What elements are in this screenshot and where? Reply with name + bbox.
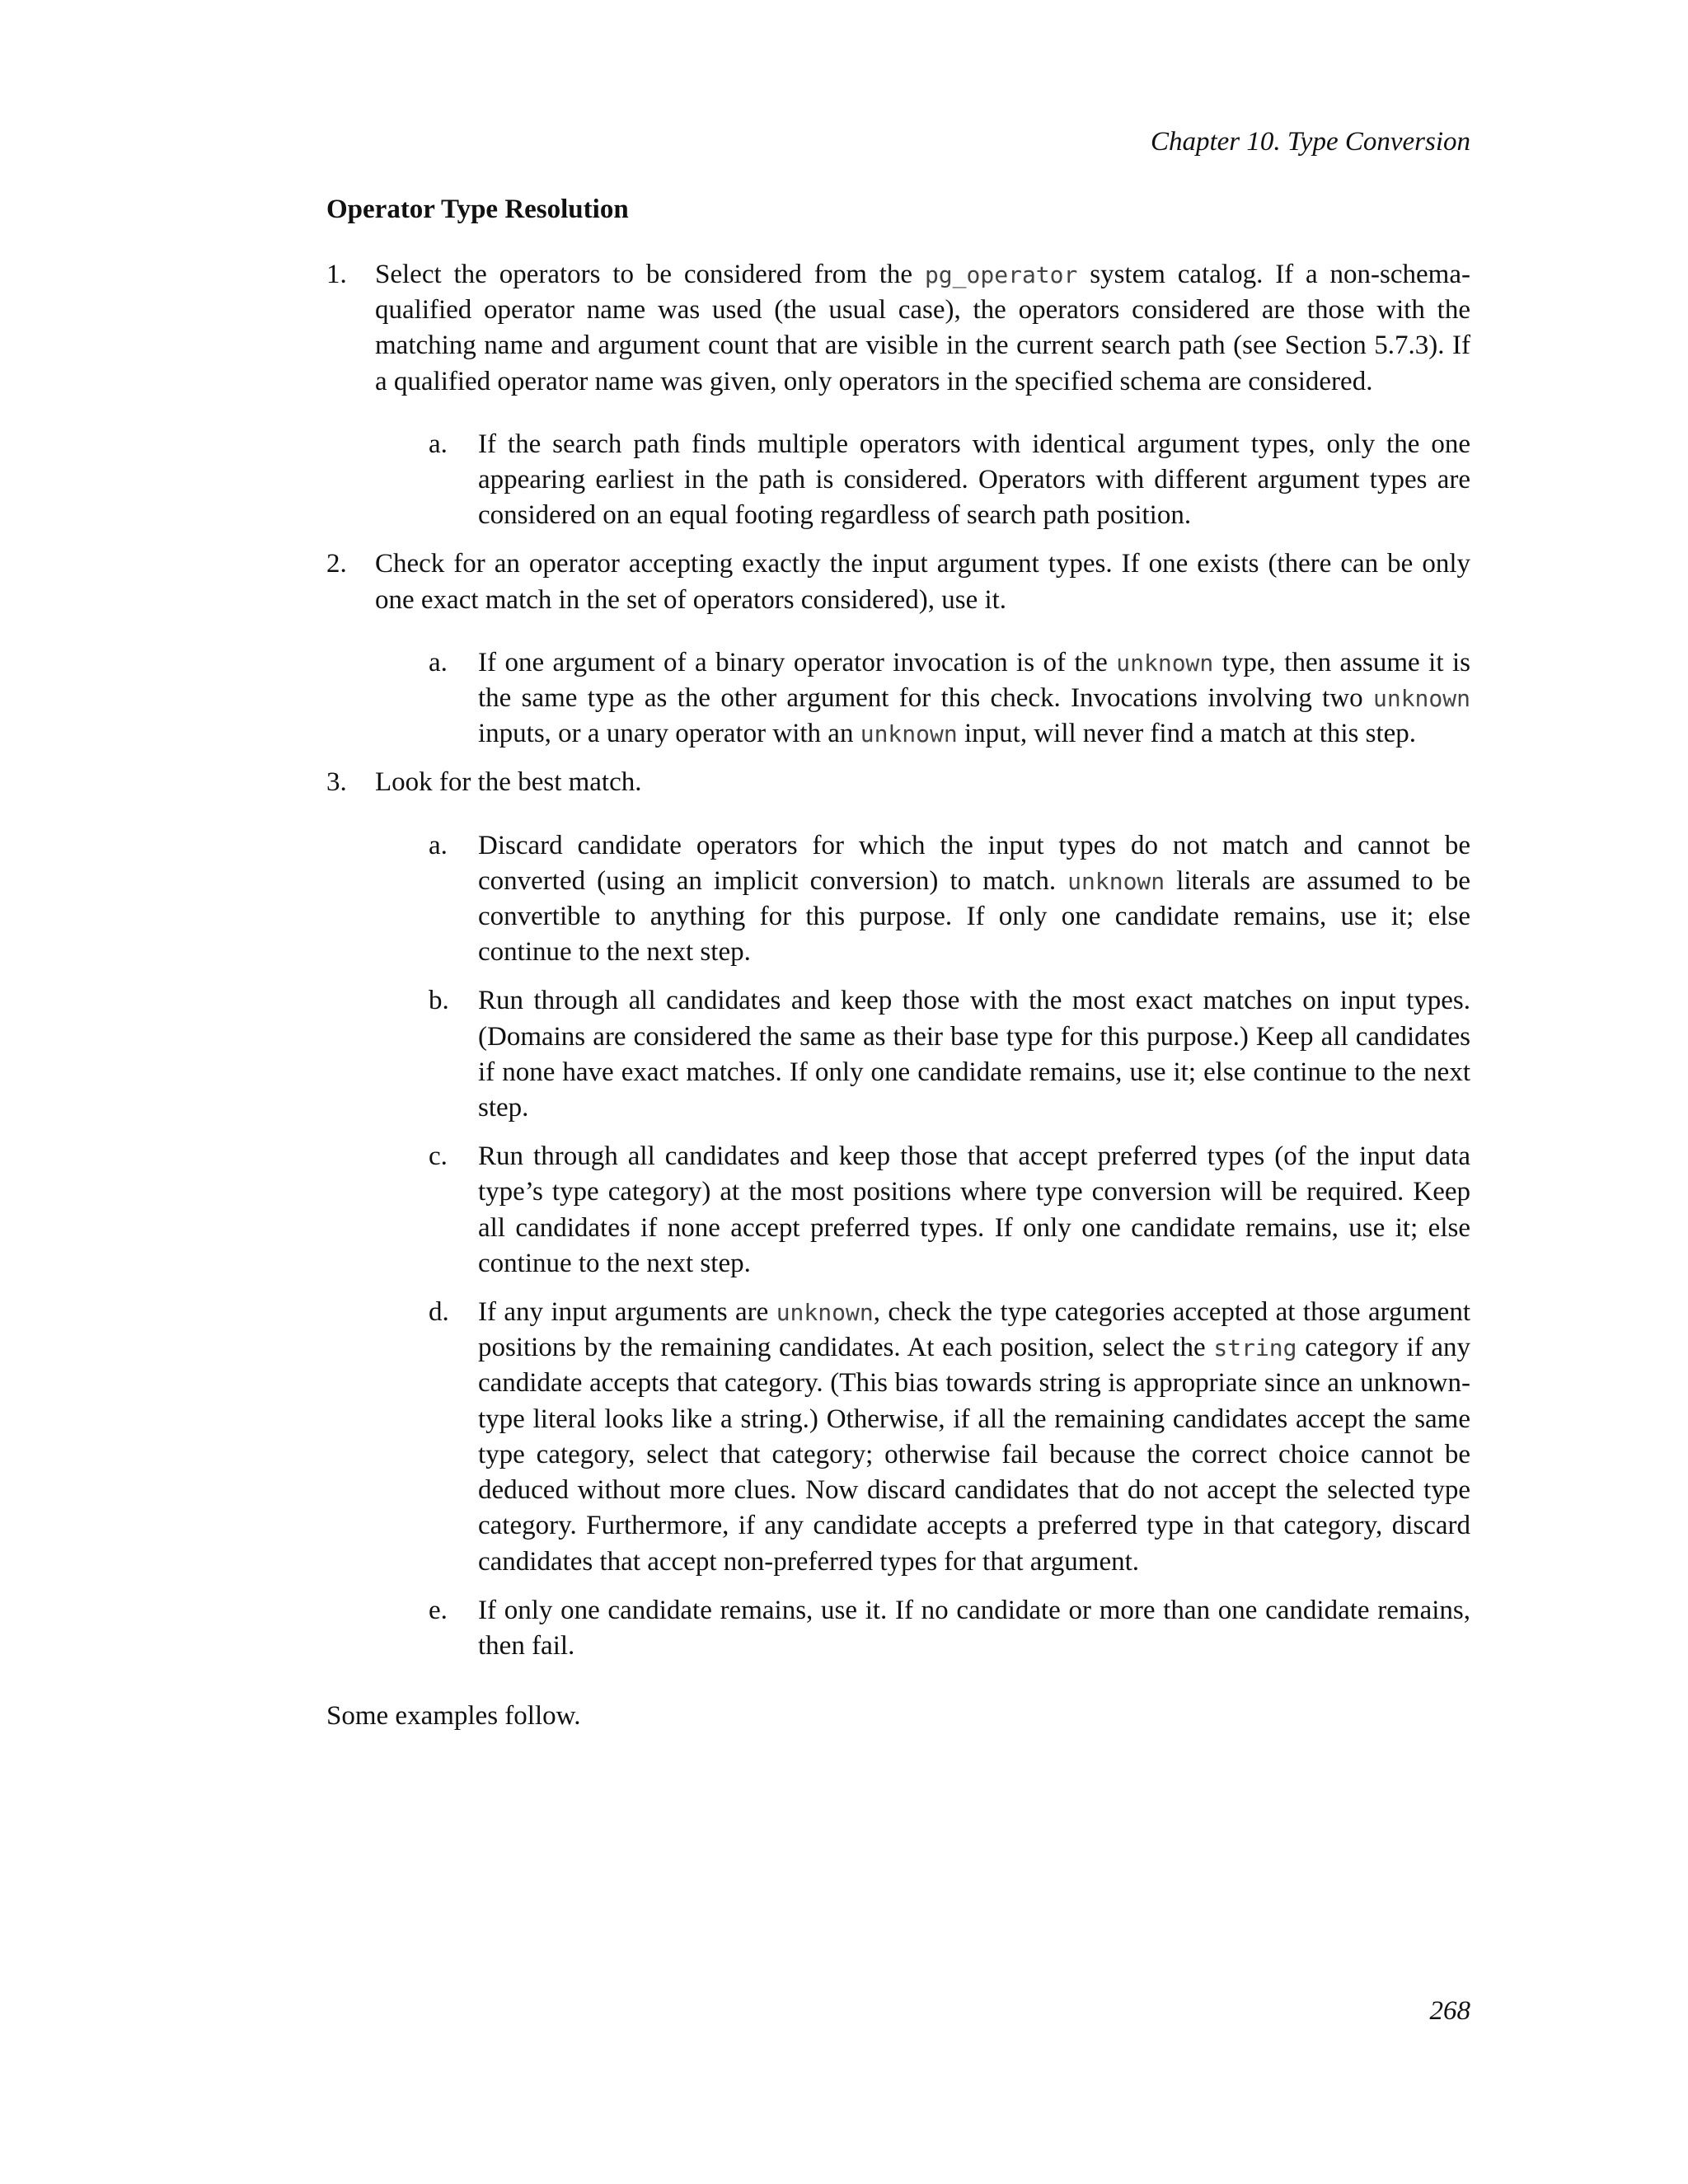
substep-letter: a. bbox=[429, 830, 448, 860]
substep-3a bbox=[429, 828, 1470, 971]
substep-1a bbox=[429, 427, 1470, 534]
step-text: Look for the best match. bbox=[375, 767, 642, 798]
type-name: unknown bbox=[1372, 685, 1470, 713]
substep-text: Run through all candidates and keep those with the most exact matches on input types. (Domains are considered the same as their base type for this purpose.) Keep all candidates if none have exact matches. If only one candidate remains, use it; else continue to the next step. bbox=[478, 986, 1470, 1123]
substep-letter: e. bbox=[429, 1595, 448, 1625]
step-1 bbox=[326, 257, 1470, 533]
substep-3e bbox=[429, 1593, 1470, 1664]
substep-2a bbox=[429, 645, 1470, 752]
step-3 bbox=[326, 765, 1470, 1664]
substep-text: If only one candidate remains, use it. If no candidate or more than one candidate remains, then fail. bbox=[478, 1595, 1470, 1661]
type-name: unknown bbox=[1116, 649, 1214, 677]
section-title: Operator Type Resolution bbox=[326, 194, 629, 224]
substep-letter: d. bbox=[429, 1297, 449, 1328]
substep-list bbox=[375, 427, 1470, 534]
category-name: string bbox=[1213, 1334, 1297, 1362]
procedure-list bbox=[326, 257, 1470, 1734]
substep-letter: c. bbox=[429, 1141, 448, 1172]
step-2 bbox=[326, 546, 1470, 752]
substep-text: If any input arguments are unknown, check the type categories accepted at those argument positions by the remaining candidates. At each position, select the string category if any candidate accepts that category. (This bias towards string is appropriate since an unknown-type literal looks like a string.) Otherwise, if all the remaining candidates accept the same type category, select that category; otherwise fail because the correct choice cannot be deduced without more clues. Now discard candidates that do not accept the selected type category. Furthermore, if any candidate accepts a preferred type in that category, discard candidates that accept non-preferred types for that argument. bbox=[478, 1297, 1471, 1577]
substep-3b bbox=[429, 983, 1470, 1126]
closing-text: Some examples follow. bbox=[326, 1701, 581, 1732]
substep-3c bbox=[429, 1139, 1470, 1282]
substep-text: Run through all candidates and keep those that accept preferred types (of the input data type’s type category) at the most positions where type conversion will be required. Keep all candidates if none accept preferred types. If only one candidate remains, use it; else continue to the next step. bbox=[478, 1141, 1470, 1278]
substep-letter: a. bbox=[429, 647, 448, 677]
step-text: Check for an operator accepting exactly the input argument types. If one exists (there can be only one exact match in the set of operators considered), use it. bbox=[375, 549, 1470, 615]
step-number: 2. bbox=[326, 549, 347, 579]
substep-list bbox=[375, 645, 1470, 752]
catalog-name: pg_operator bbox=[924, 261, 1078, 288]
step-number: 3. bbox=[326, 767, 347, 798]
substep-text: If one argument of a binary operator invocation is of the unknown type, then assume it is the same type as the other argument for this check. Invocations involving two unknown inputs, or a unary operator with an unknown input, will never find a match at this step. bbox=[478, 647, 1470, 749]
substep-text: If the search path finds multiple operators with identical argument types, only the one appearing earliest in the path is considered. Operators with different argument types are considered on an equal footing regardless of search path position. bbox=[478, 429, 1470, 531]
substep-3d bbox=[429, 1295, 1471, 1580]
step-number: 1. bbox=[326, 260, 347, 289]
substep-letter: b. bbox=[429, 986, 449, 1016]
chapter-header: Chapter 10. Type Conversion bbox=[1150, 127, 1470, 157]
page-number: 268 bbox=[1429, 1996, 1470, 2026]
substep-text: Discard candidate operators for which the input types do not match and cannot be converted (using an implicit conversion) to match. unknown literals are assumed to be convertible to anything for this purpose. If only one candidate remains, use it; else continue to the next step. bbox=[478, 830, 1470, 968]
substep-letter: a. bbox=[429, 429, 448, 459]
substep-list bbox=[375, 828, 1470, 1664]
type-name: unknown bbox=[860, 720, 958, 748]
step-text: Select the operators to be considered from the pg_operator system catalog. If a non-schema-qualified operator name was used (the usual case), the operators considered are those with the matching name and argument count that are visible in the current search path (see Section 5.7.3). If a qualified operator name was given, only operators in the specified schema are considered. bbox=[375, 260, 1470, 396]
type-name: unknown bbox=[776, 1299, 874, 1327]
type-name: unknown bbox=[1067, 867, 1165, 895]
